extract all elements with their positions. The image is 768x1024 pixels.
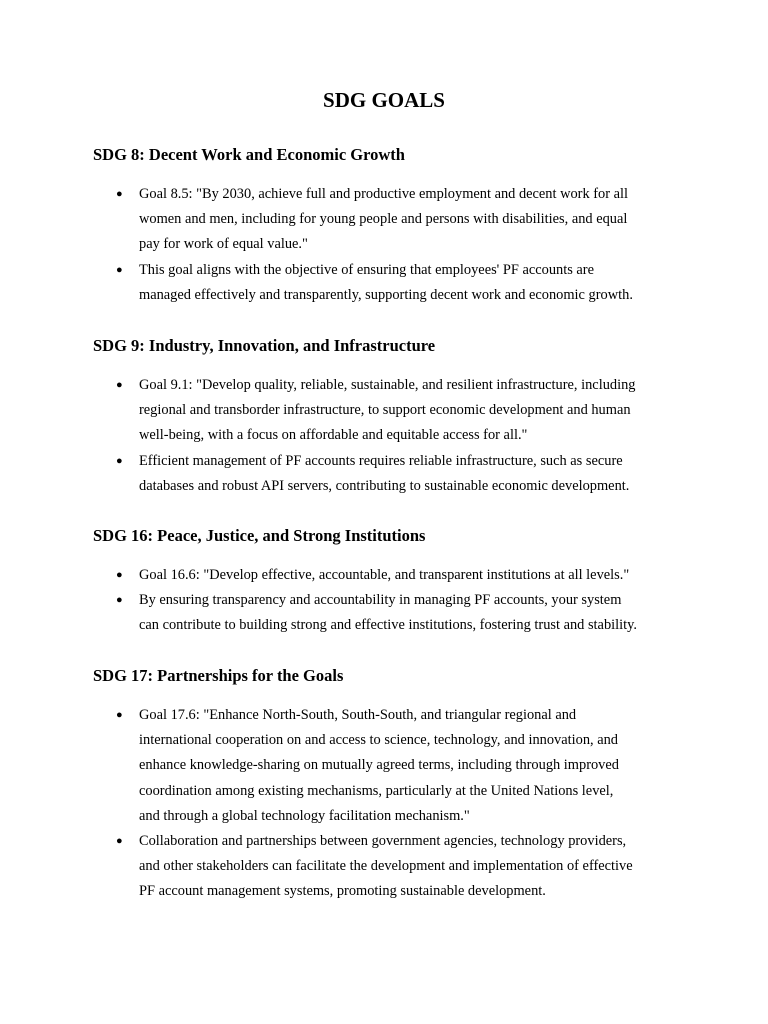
text-line: Goal 9.1: "Develop quality, reliable, sustainable, and resilient infrastructure, including: [139, 377, 636, 393]
bullet-list: [93, 703, 693, 905]
text-line: databases and robust API servers, contributing to sustainable economic development.: [139, 477, 630, 494]
text-line: pay for work of equal value.": [139, 236, 308, 253]
section-sdg-16: [93, 525, 693, 639]
text-line: Goal 16.6: "Develop effective, accountable, and transparent institutions at all levels.": [139, 567, 630, 583]
bullet-icon: ●: [116, 594, 123, 607]
text-line: Goal 17.6: "Enhance North-South, South-South, and triangular regional and: [139, 707, 577, 723]
section-sdg-17: [93, 665, 693, 905]
section-heading: SDG 17: Partnerships for the Goals: [93, 666, 344, 685]
bullet-list: [93, 182, 693, 308]
text-line: PF account management systems, promoting sustainable development.: [139, 883, 546, 900]
text-line: Goal 8.5: "By 2030, achieve full and productive employment and decent work for all: [139, 186, 629, 202]
list-item: [93, 563, 693, 588]
bullet-list: [93, 563, 693, 639]
list-item: [93, 703, 693, 829]
text-line: and through a global technology facilitation mechanism.": [139, 807, 470, 824]
text-line: By ensuring transparency and accountability in managing PF accounts, your system: [139, 592, 622, 609]
text-line: managed effectively and transparently, supporting decent work and economic growth.: [139, 286, 633, 303]
list-item: [93, 829, 693, 905]
text-line: Collaboration and partnerships between government agencies, technology providers,: [139, 833, 627, 850]
text-line: Efficient management of PF accounts requires reliable infrastructure, such as secure: [139, 452, 623, 469]
list-item: [93, 182, 693, 258]
text-line: regional and transborder infrastructure, to support economic development and human: [139, 402, 631, 419]
bullet-icon: ●: [116, 379, 123, 391]
bullet-icon: ●: [116, 454, 123, 467]
text-line: can contribute to building strong and effective institutions, fostering trust and stability.: [139, 617, 637, 634]
section-sdg-8: [93, 144, 693, 308]
section-sdg-9: [93, 335, 693, 499]
list-item: [93, 258, 693, 308]
page-title: SDG GOALS: [323, 88, 445, 112]
section-heading: SDG 16: Peace, Justice, and Strong Institutions: [93, 526, 426, 545]
list-item: [93, 373, 693, 449]
section-heading: SDG 8: Decent Work and Economic Growth: [93, 145, 405, 164]
section-heading: SDG 9: Industry, Innovation, and Infrastructure: [93, 336, 436, 355]
bullet-icon: ●: [116, 709, 123, 721]
text-line: women and men, including for young people and persons with disabilities, and equal: [139, 211, 628, 228]
bullet-icon: ●: [116, 569, 123, 581]
text-line: enhance knowledge-sharing on mutually agreed terms, including through improved: [139, 757, 619, 774]
text-line: This goal aligns with the objective of ensuring that employees' PF accounts are: [139, 261, 594, 278]
text-line: and other stakeholders can facilitate the development and implementation of effective: [139, 858, 633, 875]
text-line: international cooperation on and access to science, technology, and innovation, and: [139, 732, 618, 749]
bullet-icon: ●: [116, 263, 123, 276]
bullet-icon: ●: [116, 188, 123, 200]
text-line: well-being, with a focus on affordable and equitable access for all.": [139, 427, 528, 444]
bullet-list: [93, 373, 693, 499]
text-line: coordination among existing mechanisms, particularly at the United Nations level,: [139, 782, 614, 799]
list-item: [93, 588, 693, 638]
list-item: [93, 449, 693, 499]
bullet-icon: ●: [116, 835, 123, 848]
